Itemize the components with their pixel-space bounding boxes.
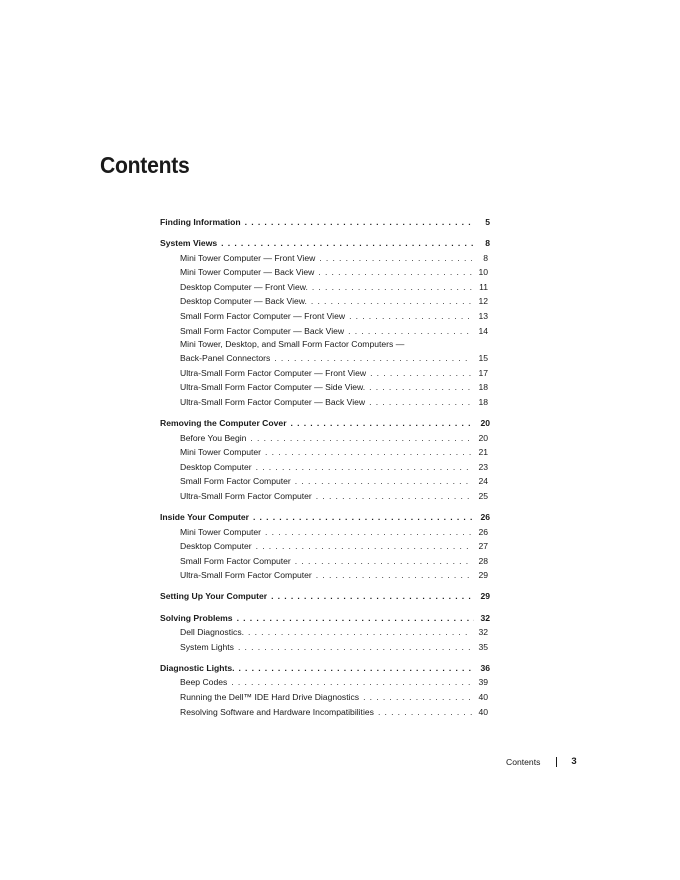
dot-leader xyxy=(369,380,472,395)
dot-leader xyxy=(248,625,472,640)
page-title: Contents xyxy=(100,152,190,178)
toc-entry-continuation[interactable] xyxy=(160,351,490,366)
toc-page-number: 11 xyxy=(479,281,488,292)
toc-page-number: 26 xyxy=(478,526,488,537)
toc-section-heading[interactable] xyxy=(160,589,490,604)
toc-entry-title: Desktop Computer — Front View. xyxy=(180,281,308,292)
toc-entry-title: Dell Diagnostics. xyxy=(180,627,244,638)
dot-leader xyxy=(378,705,472,720)
toc-entry-title: Ultra-Small Form Factor Computer — Side View. xyxy=(180,382,366,393)
dot-leader xyxy=(238,661,474,676)
toc-entry[interactable] xyxy=(160,445,490,460)
toc-page-number: 12 xyxy=(478,296,488,307)
dot-leader xyxy=(295,474,472,489)
toc-section-heading[interactable] xyxy=(160,510,490,525)
toc-section-heading[interactable] xyxy=(160,236,490,251)
toc-entry-title: Mini Tower Computer — Back View xyxy=(180,267,315,278)
dot-leader xyxy=(316,568,472,583)
toc-section-heading[interactable] xyxy=(160,661,490,676)
dot-leader xyxy=(238,640,472,655)
toc-section xyxy=(160,236,490,409)
toc-entry[interactable] xyxy=(160,294,490,309)
toc-section xyxy=(160,661,490,719)
toc-entry-title: Mini Tower Computer xyxy=(180,447,262,458)
toc-entry-title: Small Form Factor Computer xyxy=(180,555,291,566)
toc-page-number: 20 xyxy=(480,417,490,428)
toc-page-number: 32 xyxy=(480,612,490,623)
toc-entry-title: Inside Your Computer xyxy=(160,511,249,522)
dot-leader xyxy=(316,489,472,504)
toc-entry-title: Ultra-Small Form Factor Computer xyxy=(180,490,312,501)
toc-entry[interactable] xyxy=(160,554,490,569)
dot-leader xyxy=(291,416,474,431)
toc-page-number: 20 xyxy=(478,432,488,443)
toc-section xyxy=(160,611,490,655)
toc-page-number: 10 xyxy=(478,267,488,278)
toc-entry-title: Before You Begin xyxy=(180,432,247,443)
toc-page-number: 18 xyxy=(478,382,488,393)
toc-entry[interactable] xyxy=(160,251,490,266)
toc-entry-title: Ultra-Small Form Factor Computer — Front View xyxy=(180,367,367,378)
toc-entry-title: Mini Tower Computer xyxy=(180,526,262,537)
toc-entry-title: Desktop Computer xyxy=(180,541,252,552)
toc-entry-title: System Lights xyxy=(180,641,234,652)
toc-entry-title: Mini Tower Computer — Front View xyxy=(180,252,316,263)
toc-entry-title: Small Form Factor Computer xyxy=(180,476,291,487)
toc-section-heading[interactable] xyxy=(160,611,490,626)
toc-page-number: 36 xyxy=(480,662,490,673)
toc-section xyxy=(160,416,490,504)
toc-page-number: 40 xyxy=(478,706,488,717)
dot-leader xyxy=(271,589,474,604)
dot-leader xyxy=(311,294,472,309)
toc-page-number: 29 xyxy=(480,591,490,602)
toc-entry[interactable] xyxy=(160,395,490,410)
toc-page-number: 40 xyxy=(478,692,488,703)
dot-leader xyxy=(369,395,472,410)
toc-page-number: 25 xyxy=(478,490,488,501)
toc-page-number: 23 xyxy=(478,461,488,472)
toc-page-number: 17 xyxy=(478,367,488,378)
dot-leader xyxy=(274,351,472,366)
dot-leader xyxy=(265,445,472,460)
toc-section xyxy=(160,510,490,583)
toc-page-number: 26 xyxy=(480,511,490,522)
dot-leader xyxy=(245,215,474,230)
toc-page-number: 21 xyxy=(478,447,488,458)
toc-page-number: 15 xyxy=(478,353,488,364)
toc-section-heading[interactable] xyxy=(160,416,490,431)
toc-entry[interactable] xyxy=(160,489,490,504)
toc-entry[interactable] xyxy=(160,309,490,324)
toc-entry-title: Ultra-Small Form Factor Computer — Back View xyxy=(180,396,366,407)
toc-entry-title: Finding Information xyxy=(160,217,241,227)
toc-entry[interactable] xyxy=(160,625,490,640)
toc-entry-title: Small Form Factor Computer — Front View xyxy=(180,311,346,322)
dot-leader xyxy=(312,280,472,295)
toc-page-number: 29 xyxy=(478,570,488,581)
toc-entry[interactable] xyxy=(160,539,490,554)
toc-entry-title: Ultra-Small Form Factor Computer xyxy=(180,570,312,581)
toc-entry-title: Setting Up Your Computer xyxy=(160,591,268,602)
dot-leader xyxy=(265,525,472,540)
toc-entry-title: Resolving Software and Hardware Incompatibilities xyxy=(180,706,374,717)
toc-page-number: 13 xyxy=(478,311,488,322)
dot-leader xyxy=(363,690,472,705)
dot-leader xyxy=(319,251,472,266)
toc-page-number: 5 xyxy=(485,217,490,227)
toc-page-number: 8 xyxy=(483,252,488,263)
footer-label: Contents xyxy=(506,756,541,767)
dot-leader xyxy=(295,554,472,569)
dot-leader xyxy=(256,539,472,554)
toc-entry-title: Mini Tower, Desktop, and Small Form Factor Computers — xyxy=(180,339,405,350)
dot-leader xyxy=(349,309,472,324)
table-of-contents xyxy=(160,215,490,726)
toc-section-heading[interactable] xyxy=(160,215,490,230)
toc-entry[interactable] xyxy=(160,280,490,295)
toc-entry[interactable] xyxy=(160,265,490,280)
dot-leader xyxy=(250,431,472,446)
toc-entry[interactable] xyxy=(160,525,490,540)
toc-page-number: 14 xyxy=(478,325,488,336)
dot-leader xyxy=(318,265,472,280)
toc-entry-title: Desktop Computer xyxy=(180,461,252,472)
dot-leader xyxy=(231,675,472,690)
toc-page-number: 24 xyxy=(478,476,488,487)
toc-entry[interactable] xyxy=(160,705,490,720)
toc-entry[interactable] xyxy=(160,568,490,583)
toc-entry[interactable] xyxy=(160,431,490,446)
toc-entry[interactable] xyxy=(160,460,490,475)
toc-page-number: 27 xyxy=(478,541,488,552)
page-number: 3 xyxy=(571,756,577,767)
toc-entry[interactable] xyxy=(160,324,490,339)
dot-leader xyxy=(348,324,472,339)
toc-entry-title: System Views xyxy=(160,238,218,249)
toc-entry-title: Small Form Factor Computer — Back View xyxy=(180,325,345,336)
toc-entry[interactable] xyxy=(160,675,490,690)
toc-entry-title: Back-Panel Connectors xyxy=(180,353,271,364)
toc-entry[interactable] xyxy=(160,640,490,655)
toc-section xyxy=(160,589,490,604)
footer-divider xyxy=(556,757,557,767)
dot-leader xyxy=(253,510,474,525)
toc-entry[interactable] xyxy=(160,474,490,489)
toc-page-number: 39 xyxy=(478,677,488,688)
dot-leader xyxy=(370,366,472,381)
toc-entry-title: Running the Dell™ IDE Hard Drive Diagnostics xyxy=(180,692,360,703)
toc-entry[interactable] xyxy=(160,366,490,381)
toc-entry-title: Removing the Computer Cover xyxy=(160,417,287,428)
toc-entry-title: Diagnostic Lights. xyxy=(160,662,235,673)
toc-page-number: 28 xyxy=(478,555,488,566)
toc-entry[interactable] xyxy=(160,380,490,395)
toc-entry[interactable] xyxy=(160,338,490,351)
toc-entry-title: Solving Problems xyxy=(160,612,233,623)
toc-page-number: 18 xyxy=(478,396,488,407)
page-footer xyxy=(506,756,577,767)
toc-page-number: 32 xyxy=(478,627,488,638)
toc-entry-title: Desktop Computer — Back View. xyxy=(180,296,307,307)
toc-section xyxy=(160,215,490,230)
toc-entry[interactable] xyxy=(160,690,490,705)
dot-leader xyxy=(221,236,474,251)
dot-leader xyxy=(256,460,472,475)
toc-entry-title: Beep Codes xyxy=(180,677,228,688)
toc-page-number: 8 xyxy=(485,238,490,249)
toc-page-number: 35 xyxy=(478,641,488,652)
dot-leader xyxy=(237,611,474,626)
